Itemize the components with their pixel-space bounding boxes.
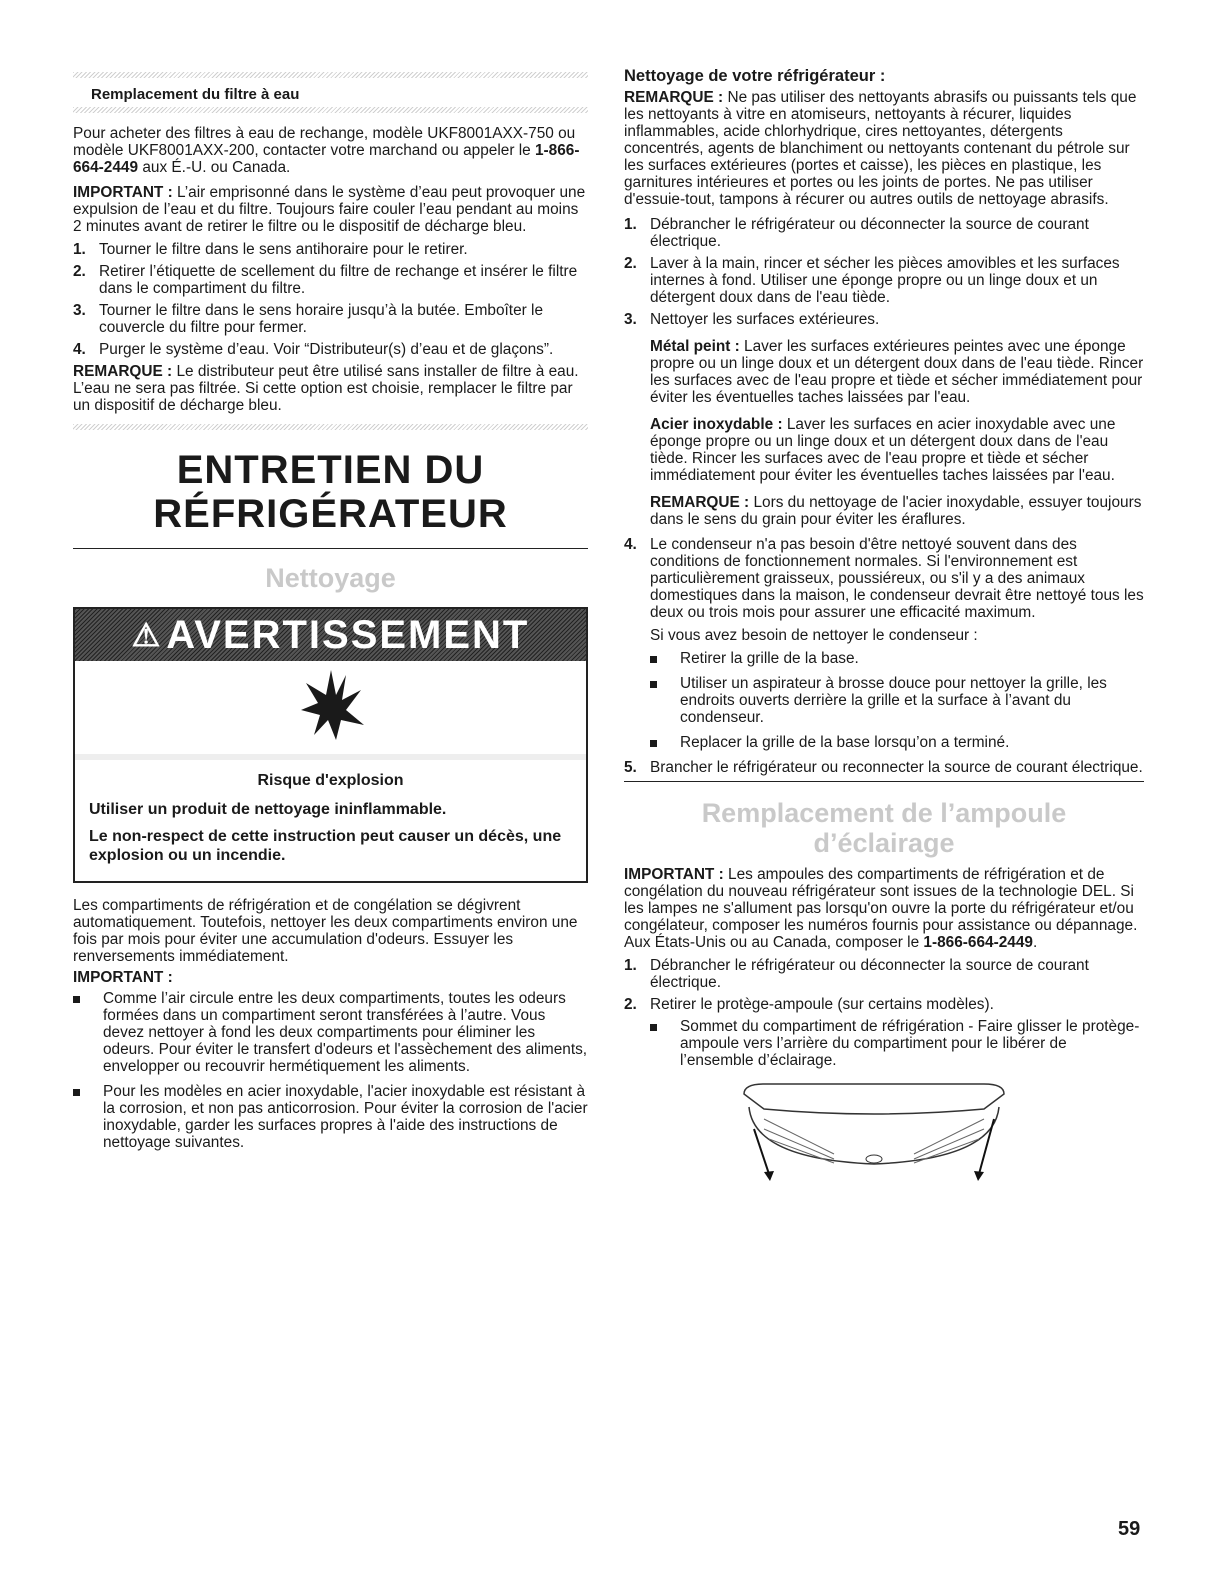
- right-column: [624, 0, 1144, 1189]
- filter-heading: Remplacement du filtre à eau: [91, 86, 300, 103]
- list-item: Pour les modèles en acier inoxydable, l'acier inoxydable est résistant à la corrosion, et non pas anticorrosion. Pour éviter la corrosion de l'acier inoxydable, garder les surfaces propres à l'aide des instructions de nettoyage suivantes.: [73, 1083, 588, 1151]
- page-number: 59: [1118, 1518, 1141, 1540]
- list-item: 4. Purger le système d’eau. Voir “Distributeur(s) d’eau et de glaçons”.: [73, 341, 554, 358]
- warning-header: ⚠ AVERTISSEMENT: [75, 609, 586, 661]
- list-item: Utiliser un aspirateur à brosse douce pour nettoyer la grille, les endroits ouverts derrière la grille et la surface à l’avant du condenseur.: [650, 675, 1144, 726]
- defrost-paragraph: Les compartiments de réfrigération et de congélation se dégivrent automatiquement. Toutefois, nettoyer les deux compartiments environ une fois par mois pour éviter une accumulation d'odeurs. Essuyer les renversements immédiatement.: [73, 897, 578, 965]
- lamp-cover-icon: [734, 1079, 1014, 1184]
- list-item: 2. Retirer l’étiquette de scellement du filtre de rechange et insérer le filtre dans le compartiment du filtre.: [73, 263, 578, 297]
- warning-line-2: Le non-respect de cette instruction peut causer un décès, une explosion ou un incendie.: [89, 828, 562, 864]
- list-item: 5. Brancher le réfrigérateur ou reconnecter la source de courant électrique.: [624, 759, 1143, 776]
- lamp-important: IMPORTANT : Les ampoules des compartiments de réfrigération et de congélation du nouveau réfrigérateur sont issues de la technologie DEL. Si les lampes ne s'allument pas lorsqu'on ouvre la porte du réfrigérateur et/ou congélateur, composer les numéros fournis pour assistance ou dépannage. Aux États-Unis ou au Canada, composer le 1-866-664-2449.: [624, 866, 1138, 951]
- explosion-icon-area: [75, 661, 586, 754]
- important-label: IMPORTANT :: [73, 969, 173, 986]
- list-item: 1. Tourner le filtre dans le sens antihoraire pour le retirer.: [73, 241, 468, 258]
- list-item: 3. Nettoyer les surfaces extérieures. Métal peint : Laver les surfaces extérieures peintes avec une éponge propre ou un linge doux et un détergent doux dans de l'eau tiède. Rincer les surfaces avec de l'eau propre et tiède et sécher immédiatement pour éviter les éventuelles taches laissées par l'eau. Acier inoxydable : Laver les surfaces en acier inoxydable avec une éponge propre ou un linge doux et un détergent doux dans de l'eau tiède. Rincer les surfaces avec de l'eau propre et tiède et sécher immédiatement pour éviter les éventuelles taches laissées par l'eau. REMARQUE : Lors du nettoyage de l'acier inoxydable, essuyer toujours dans le sens du grain pour éviter les éraflures.: [624, 311, 1144, 528]
- warning-box: [73, 607, 588, 883]
- list-item: Sommet du compartiment de réfrigération - Faire glisser le protège-ampoule vers l’arrière du compartiment pour le libérer de l’ensemble d’éclairage.: [650, 1018, 1144, 1069]
- remarque-paragraph: REMARQUE : Ne pas utiliser des nettoyants abrasifs ou puissants tels que les nettoyants à vitre en atomiseurs, nettoyants à récurer, liquides inflammables, acide chlorhydrique, cires nettoyantes, détergents concentrés, agents de blanchiment ou nettoyants contenant du pétrole sur les surfaces extérieures (portes et caisse), les pièces en plastique, les garnitures intérieures et portes ou les joints de portes. Ne pas utiliser d'essuie-tout, tampons à récurer ou autres outils de nettoyage abrasifs.: [624, 89, 1137, 208]
- remarque-paragraph: REMARQUE : Le distributeur peut être utilisé sans installer de filtre à eau. L’eau ne sera pas filtrée. Si cette option est choisie, remplacer le filtre par un dispositif de décharge bleu.: [73, 363, 579, 414]
- section-title-lamp: Remplacement de l’ampoule d’éclairage: [701, 798, 1067, 858]
- list-item: 2. Retirer le protège-ampoule (sur certains modèles).: [624, 996, 994, 1013]
- list-item: 2. Laver à la main, rincer et sécher les pièces amovibles et les surfaces internes à fond. Utiliser une éponge propre ou un linge doux et un détergent doux dans de l'eau tiède.: [624, 255, 1120, 306]
- condenser-bullets: [650, 650, 1144, 751]
- list-item: 3. Tourner le filtre dans le sens horaire jusqu’à la butée. Emboîter le couvercle du filtre pour fermer.: [73, 302, 544, 336]
- left-column: [73, 0, 588, 1159]
- list-item: Retirer la grille de la base.: [650, 650, 1144, 667]
- warning-line-1: Utiliser un produit de nettoyage ininflammable.: [89, 801, 447, 818]
- lamp-steps: [624, 957, 1144, 1013]
- cleaning-heading: Nettoyage de votre réfrigérateur :: [624, 67, 886, 85]
- list-item: Replacer la grille de la base lorsqu’on a terminé.: [650, 734, 1144, 751]
- divider: [73, 424, 588, 430]
- title-rule: [73, 548, 588, 549]
- section-title-nettoyage: Nettoyage: [265, 563, 396, 593]
- filter-paragraph: Pour acheter des filtres à eau de rechange, modèle UKF8001AXX-750 ou modèle UKF8001AXX-200, contacter votre marchand ou appeler le 1-866-664-2449 aux É.-U. ou Canada.: [73, 125, 580, 176]
- lamp-cover-illustration: [624, 1079, 1144, 1189]
- list-item: Comme l’air circule entre les deux compartiments, toutes les odeurs formées dans un compartiment seront transférées à l’autre. Vous devez nettoyer à fond les deux compartiments pour éliminer les odeurs. Pour éviter le transfert d'odeurs et l'assèchement des aliments, envelopper ou recouvrir hermétiquement les aliments.: [73, 990, 588, 1075]
- list-item: 4. Le condenseur n'a pas besoin d'être nettoyé souvent dans des conditions de fonctionnement normales. Si l'environnement est particulièrement graisseux, poussiéreux, ou s'il y a des animaux domestiques dans la maison, le condenseur devrait être nettoyé tous les deux ou trois mois pour assurer une efficacité maximum. Si vous avez besoin de nettoyer le condenseur :: [624, 536, 1144, 644]
- cleaning-steps: [624, 216, 1144, 644]
- page-title: ENTRETIEN DU RÉFRIGÉRATEUR: [153, 448, 508, 536]
- lamp-bullets: [650, 1018, 1144, 1069]
- important-paragraph: IMPORTANT : L’air emprisonné dans le système d’eau peut provoquer une expulsion de l’eau et du filtre. Toujours faire couler l’eau pendant au moins 2 minutes avant de retirer le filtre ou le dispositif de décharge bleu.: [73, 184, 586, 235]
- list-item: 1. Débrancher le réfrigérateur ou déconnecter la source de courant électrique.: [624, 216, 1089, 250]
- warning-risk: Risque d'explosion: [257, 772, 404, 789]
- explosion-icon: [296, 665, 366, 745]
- filter-steps: [73, 241, 588, 358]
- cleaning-step-5: [624, 759, 1144, 776]
- section-rule: [624, 781, 1144, 782]
- warning-text: [75, 754, 586, 881]
- bullet-list: [73, 990, 588, 1151]
- list-item: 1. Débrancher le réfrigérateur ou déconnecter la source de courant électrique.: [624, 957, 1089, 991]
- warning-triangle-icon: ⚠: [131, 617, 163, 653]
